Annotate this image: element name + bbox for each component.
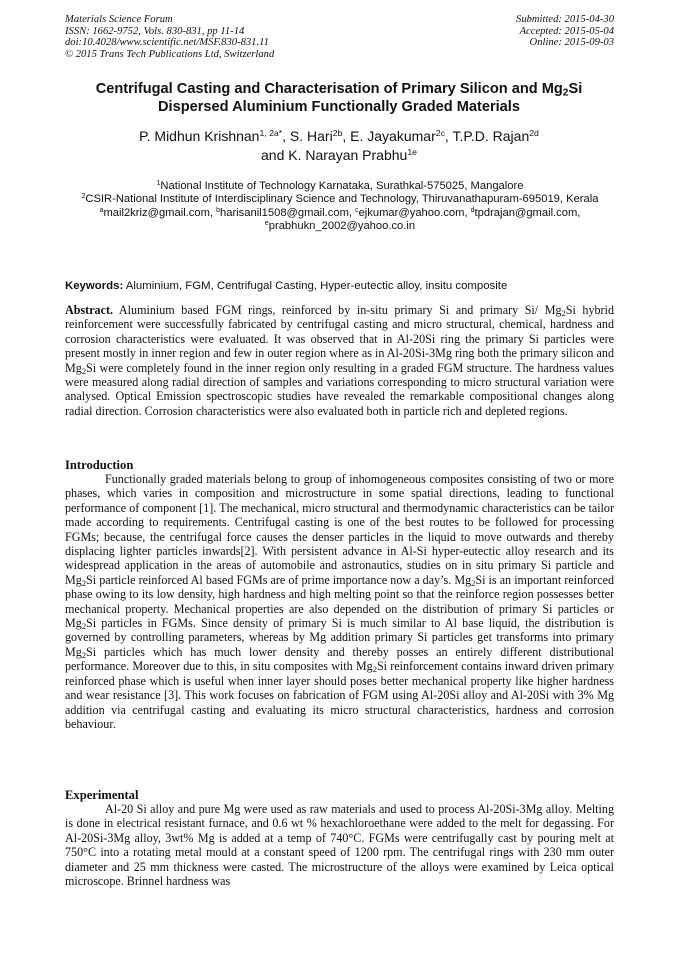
- email-d-sup: d: [470, 207, 475, 214]
- subscript: 2: [81, 621, 87, 632]
- abstract-label: Abstract.: [65, 303, 114, 317]
- author-2-sup: 2b: [332, 128, 343, 139]
- subscript: 2: [372, 664, 377, 675]
- introduction-body: [65, 472, 614, 731]
- keywords-text: Aluminium, FGM, Centrifugal Casting, Hyper-eutectic alloy, insitu composite: [123, 280, 508, 292]
- subscript: 2: [471, 577, 476, 588]
- author-4: , T.P.D. Rajan: [444, 128, 530, 144]
- paper-title: [40, 80, 638, 116]
- abstract-text-1: Aluminium based FGM rings, reinforced by in-situ primary Si and primary Si/ Mg: [113, 303, 562, 317]
- affiliations: [62, 180, 618, 234]
- intro-text-1: Functionally graded materials belong to group of inhomogeneous composites consisting of two or more phases, which varies in composition and microstructure in some spatial directions, leading to functional performance of component [1]. The mechanical, micro structural and thermodynamic characteristics can be tailor made according to requirements. Centrifugal casting is one of the best routes to be followed for processing FGMs; because, the centrifugal force causes the denser particles in the liquid to move outwards and thereby displacing lighter particles inwards[2]. With persistent advance in Al-Si hyper-eutectic alloy research and its widespread application in the areas of automobile and astronautics, studies on in situ primary Si particle and Mg: [65, 472, 614, 587]
- intro-text-3: Si is an important reinforced phase owing to its low density, high hardness and high melting point so that the reinforce region possesses better mechanical property. Mechanical properties are also depended on the distribution of primary Si particles or Mg: [65, 572, 614, 631]
- experimental-heading: Experimental: [65, 788, 139, 802]
- email-b-sup: b: [216, 207, 220, 214]
- subscript: 2: [81, 577, 87, 588]
- affiliation-2-sup: 2: [81, 193, 86, 201]
- experimental-body: Al-20 Si alloy and pure Mg were used as raw materials and used to process Al-20Si-3Mg alloy. Melting is done in electrical resistant furnace, and 0.6 wt % hexachloroethane were added to the melt for degassing. For Al-20Si-3Mg alloy, 3wt% Mg is added at a temp of 740°C. FGMs were centrifugally cast by pouring melt at 750°C into a rotating metal mould at a constant speed of 1200 rpm. The centrifugal rings with 230 mm outer diameter and 25 mm thickness were casted. The microstructure of the alloys were examined by Leica optical microscope. Brinnel hardness was: [65, 802, 614, 889]
- journal-name: Materials Science Forum: [65, 14, 173, 25]
- author-line-2: [40, 146, 638, 165]
- affiliation-1-sup: 1: [156, 180, 161, 188]
- intro-text-6: Si reinforcement contains inward driven primary reinforced phase which is useful when inner layer should poses better mechanical property like higher hardness and wear resistance [3]. This work focuses on fabrication of FGM using Al-20Si alloy and Al-20Si with 3% Mg addition via centrifugal casting and evaluating its micro structural characteristics, hardness and corrosion behaviour.: [65, 659, 615, 731]
- email-line-1: [62, 207, 618, 220]
- subscript: 2: [81, 365, 87, 376]
- introduction-heading: Introduction: [65, 458, 134, 472]
- author-3-sup: 2c: [435, 128, 445, 139]
- subscript: 2: [561, 308, 566, 319]
- author-list: [40, 127, 638, 164]
- journal-header-right: [516, 14, 614, 49]
- author-3: , E. Jayakumar: [342, 128, 436, 144]
- keywords: [65, 279, 615, 293]
- submitted-date: Submitted: 2015-04-30: [516, 14, 614, 25]
- affiliation-1: [62, 180, 618, 193]
- affiliation-2: [62, 193, 618, 206]
- author-5-sup: 1e: [407, 146, 417, 157]
- journal-doi: doi:10.4028/www.scientific.net/MSF.830-831.11: [65, 37, 269, 49]
- title-text-1: Centrifugal Casting and Characterisation of Primary Silicon and Mg: [95, 81, 563, 97]
- title-subscript: 2: [562, 87, 569, 99]
- email-c-sup: c: [355, 207, 359, 214]
- abstract-text-3: Si were completely found in the inner region only resulting in a graded FGM structure. The hardness values were measured along radial direction of samples and variations corresponding to micro structural variation were analysed. Optical Emission spectroscopic studies have revealed the remarkable compositional changes along radial direction. Corrosion characteristics were also evaluated both in particle rich and depleted regions.: [65, 360, 614, 418]
- affiliation-1-text: National Institute of Technology Karnataka, Surathkal-575025, Mangalore: [160, 180, 524, 192]
- intro-text-5: Si particles which has much lower density and thereby posses an entirely different distributional performance. Moreover due to this, in situ composites with Mg: [65, 644, 614, 674]
- abstract: [65, 303, 614, 418]
- author-line-1: [40, 127, 638, 146]
- author-5: and K. Narayan Prabhu: [261, 146, 408, 163]
- title-line-1: [40, 80, 638, 98]
- abstract-text-2: Si hybrid reinforcement were successfully fabricated by centrifugal casting and micro structural, chemical, hardness and corrosion characteristics were evaluated. It was observed that in Al-20Si ring the primary Si particles were present mostly in inner region and few in outer region where as in Al-20Si-3Mg ring both the primary silicon and Mg: [65, 303, 614, 375]
- keywords-label: Keywords:: [65, 280, 124, 292]
- intro-text-4: Si particles in FGMs. Since density of primary Si is much similar to Al base liquid, the distribution is governed by controlling parameters, whereas by Mg addition primary Si particles get transforms into primary Mg: [65, 616, 614, 659]
- affiliation-2-text: CSIR-National Institute of Interdisciplinary Science and Technology, Thiruvanathapuram-695019, Kerala: [85, 193, 599, 206]
- journal-issn: ISSN: 1662-9752, Vols. 830-831, pp 11-14: [65, 25, 245, 37]
- email-line-2: [62, 220, 618, 233]
- title-line-2: Dispersed Aluminium Functionally Graded Materials: [158, 99, 520, 115]
- title-text-1-end: Si: [568, 81, 583, 97]
- online-date: Online: 2015-09-03: [529, 37, 614, 49]
- email-e-sup: e: [264, 220, 269, 228]
- email-b[interactable]: harisanil1508@gmail.com,: [220, 206, 356, 219]
- email-d[interactable]: tpdrajan@gmail.com,: [474, 206, 581, 219]
- author-2: , S. Hari: [282, 128, 333, 144]
- email-a[interactable]: mail2kriz@gmail.com,: [103, 206, 217, 219]
- email-a-sup: a: [99, 207, 104, 214]
- author-4-sup: 2d: [529, 128, 539, 139]
- intro-text-2: Si particle reinforced Al based FGMs are of prime importance now a day’s. Mg: [86, 572, 472, 587]
- journal-header-left: [65, 14, 274, 60]
- journal-copyright: © 2015 Trans Tech Publications Ltd, Switzerland: [65, 48, 275, 60]
- subscript: 2: [81, 649, 87, 660]
- author-1: P. Midhun Krishnan: [139, 128, 260, 144]
- author-1-sup: 1, 2a*: [259, 128, 283, 139]
- email-c[interactable]: ejkumar@yahoo.com,: [358, 206, 471, 219]
- email-e[interactable]: prabhukn_2002@yahoo.co.in: [268, 220, 416, 233]
- accepted-date: Accepted: 2015-05-04: [519, 25, 614, 37]
